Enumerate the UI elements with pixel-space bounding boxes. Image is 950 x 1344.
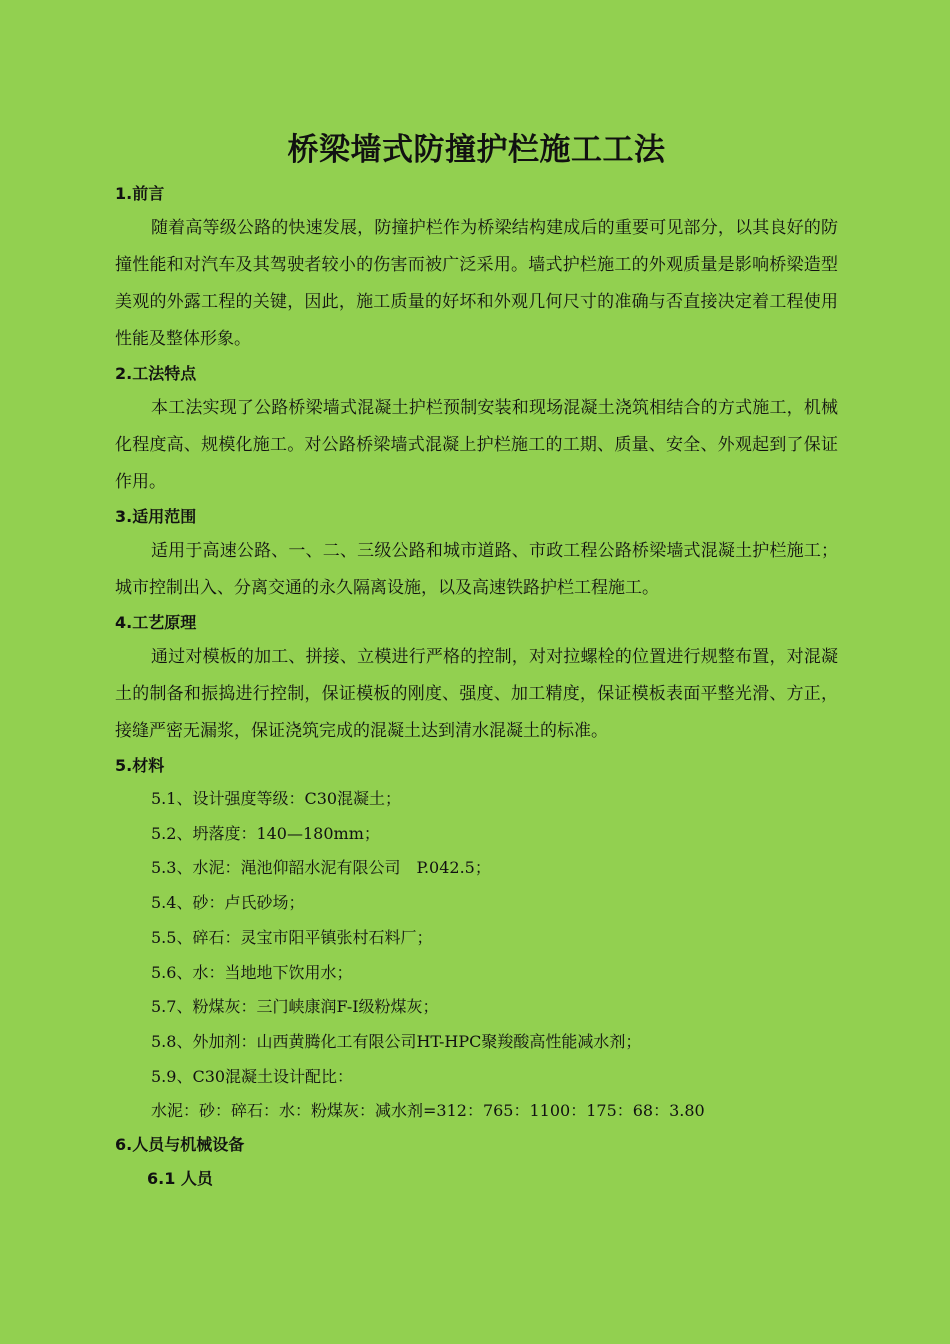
material-item: 5.4、砂：卢氏砂场； (151, 893, 305, 913)
mix-ratio: 水泥：砂：碎石：水：粉煤灰：减水剂=312：765：1100：175：68：3.80 (151, 1101, 705, 1121)
section-paragraph: 通过对模板的加工、拼接、立模进行严格的控制，对对拉螺栓的位置进行规整布置，对混凝土的制备和振捣进行控制，保证模板的刚度、强度、加工精度，保证模板表面平整光滑、方正，接缝严密无漏浆，保证浇筑完成的混凝土达到清水混凝土的标准。 (115, 647, 838, 741)
material-item: 5.2、坍落度：140—180mm； (151, 823, 380, 843)
section-scope (115, 501, 838, 607)
section-features (115, 358, 838, 501)
section-materials (115, 750, 838, 1129)
material-item: 5.3、水泥：渑池仰韶水泥有限公司 P.042.5； (151, 858, 491, 878)
material-item: 5.5、碎石：灵宝市阳平镇张村石料厂； (151, 927, 433, 947)
section-principle (115, 607, 838, 750)
material-item: 5.8、外加剂：山西黄腾化工有限公司HT-HPC聚羧酸高性能减水剂； (151, 1031, 642, 1051)
material-item: 5.6、水：当地地下饮用水； (151, 962, 353, 982)
document-title: 桥梁墙式防撞护栏施工工法 (287, 132, 666, 168)
section-heading: 2.工法特点 (115, 364, 197, 383)
material-item: 5.9、C30混凝土设计配比： (151, 1066, 354, 1086)
section-heading: 6.人员与机械设备 (115, 1135, 245, 1155)
section-paragraph: 适用于高速公路、一、二、三级公路和城市道路、市政工程公路桥梁墙式混凝土护栏施工；城市控制出入、分离交通的永久隔离设施，以及高速铁路护栏工程施工。 (115, 541, 838, 598)
section-heading: 1.前言 (115, 184, 165, 203)
section-paragraph: 随着高等级公路的快速发展，防撞护栏作为桥梁结构建成后的重要可见部分，以其良好的防撞性能和对汽车及其驾驶者较小的伤害而被广泛采用。墙式护栏施工的外观质量是影响桥梁造型美观的外露工程的关键，因此，施工质量的好坏和外观几何尺寸的准确与否直接决定着工程使用性能及整体形象。 (115, 218, 838, 349)
section-heading: 4.工艺原理 (115, 613, 197, 632)
subsection-heading: 6.1 人员 (147, 1169, 213, 1189)
section-paragraph: 本工法实现了公路桥梁墙式混凝土护栏预制安装和现场混凝土浇筑相结合的方式施工，机械化程度高、规模化施工。对公路桥梁墙式混凝上护栏施工的工期、质量、安全、外观起到了保证作用。 (115, 398, 838, 492)
section-personnel-equipment (115, 1129, 838, 1197)
material-item: 5.7、粉煤灰：三门峡康润F-I级粉煤灰； (151, 997, 439, 1017)
section-heading: 3.适用范围 (115, 507, 197, 526)
section-preface (115, 178, 838, 358)
material-item: 5.1、设计强度等级：C30混凝土； (151, 789, 402, 808)
section-heading: 5.材料 (115, 756, 165, 775)
